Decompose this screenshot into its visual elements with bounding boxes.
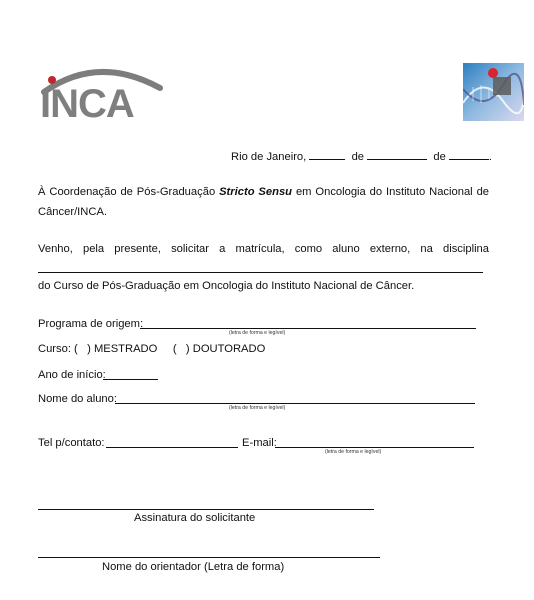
solicitante-signature-line[interactable] bbox=[38, 509, 374, 510]
logo-wordmark: INCA bbox=[40, 82, 134, 126]
curso-options[interactable]: Curso: ( ) MESTRADO ( ) DOUTORADO bbox=[38, 343, 266, 355]
year-field[interactable] bbox=[449, 149, 489, 160]
date-de-2: de bbox=[433, 151, 446, 163]
stricto-sensu-emphasis: Stricto Sensu bbox=[219, 186, 293, 198]
request-line-1: Venho, pela presente, solicitar a matrícula, como aluno externo, na disciplina bbox=[38, 243, 489, 255]
date-end: . bbox=[488, 151, 493, 163]
addressee-line-2: Câncer/INCA. bbox=[38, 206, 108, 218]
ano-label: Ano de início: bbox=[38, 369, 106, 381]
email-field[interactable] bbox=[275, 447, 474, 448]
request-line-3: do Curso de Pós-Graduação em Oncologia do Instituto Nacional de Câncer. bbox=[38, 280, 415, 292]
email-label: E-mail: bbox=[242, 437, 277, 449]
inca-logo bbox=[38, 62, 163, 132]
nome-label: Nome do aluno: bbox=[38, 393, 117, 405]
orientador-name-line[interactable] bbox=[38, 557, 380, 558]
addressee-line-1 bbox=[38, 185, 489, 199]
nome-field[interactable] bbox=[115, 403, 475, 404]
month-field[interactable] bbox=[367, 149, 427, 160]
solicitante-caption: Assinatura do solicitante bbox=[134, 512, 256, 524]
tel-field[interactable] bbox=[106, 447, 238, 448]
date-line bbox=[231, 149, 492, 164]
programa-label: Programa de origem: bbox=[38, 318, 144, 330]
addressee-part-2: em Oncologia do Instituto Nacional de bbox=[295, 186, 490, 198]
email-hint: (letra de forma e legível) bbox=[325, 449, 382, 455]
programa-hint: (letra de forma e legível) bbox=[229, 330, 286, 336]
ano-field[interactable] bbox=[103, 379, 158, 380]
orientador-caption: Nome do orientador (Letra de forma) bbox=[102, 561, 285, 573]
date-de-1: de bbox=[351, 151, 365, 163]
date-city: Rio de Janeiro, bbox=[231, 151, 307, 163]
programa-field[interactable] bbox=[140, 328, 476, 329]
tel-label: Tel p/contato: bbox=[38, 437, 105, 449]
addressee-part-1: À Coordenação de Pós-Graduação bbox=[38, 186, 216, 198]
day-field[interactable] bbox=[309, 149, 345, 160]
nome-hint: (letra de forma e legível) bbox=[229, 405, 286, 411]
discipline-field[interactable] bbox=[38, 272, 483, 273]
dna-helix-image bbox=[463, 63, 524, 121]
